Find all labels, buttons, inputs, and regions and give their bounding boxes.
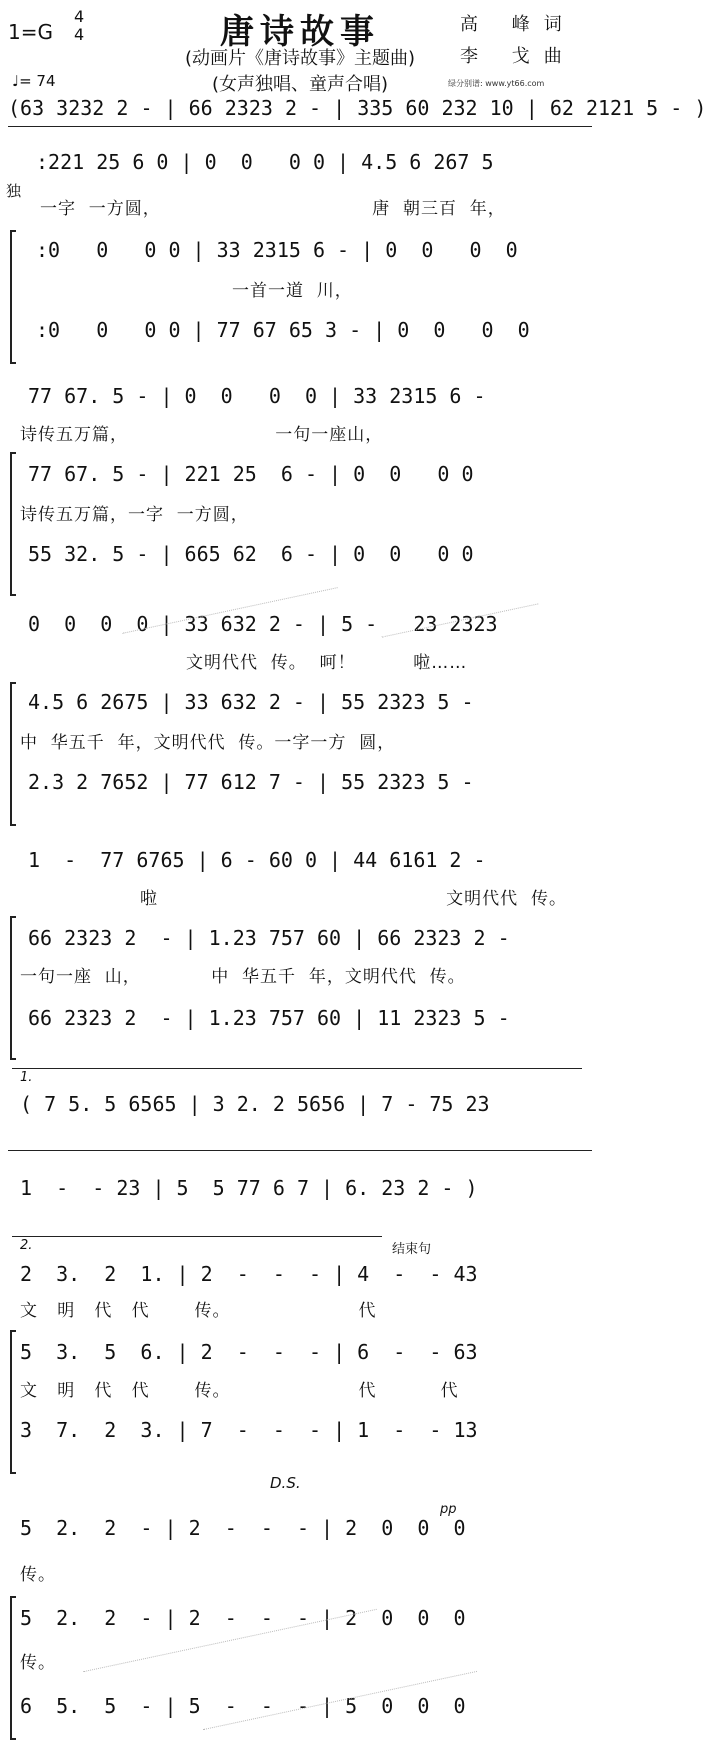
lyric-line: 诗传五万篇， 一句一座山，	[20, 425, 384, 445]
lyric-line: 一字 一方圆， 唐 朝三百 年，	[40, 199, 506, 219]
time-signature	[74, 8, 84, 44]
pp-marking: pp	[440, 1502, 457, 1517]
score-line: 66 2323 2 - | 1.23 757 60 | 66 2323 2 -	[28, 926, 510, 950]
volta-1-label: 1.	[20, 1070, 33, 1085]
score-line: 3 7. 2 3. | 7 - - - | 1 - - 13	[20, 1418, 478, 1442]
time-signature-bottom: 4	[74, 25, 85, 44]
lyric-line: 诗传五万篇，一字 一方圆，	[20, 505, 249, 525]
subtitle: (动画片《唐诗故事》主题曲)	[184, 48, 416, 69]
score-line: 66 2323 2 - | 1.23 757 60 | 11 2323 5 -	[28, 1006, 510, 1030]
tempo: ♩= 74	[12, 72, 56, 90]
score-line: 0 0 0 0 | 33 632 2 - | 5 - 23 2323	[28, 612, 498, 636]
time-signature-top: 4	[74, 7, 85, 26]
lyric-line: 一句一座 山， 中 华五千 年，文明代代 传。	[20, 967, 466, 987]
lyric-line: 一首一道 川，	[232, 281, 353, 301]
score-line: 5 2. 2 - | 2 - - - | 2 0 0 0	[20, 1516, 466, 1540]
lyric-line: 中 华五千 年，文明代代 传。一字一方 圆，	[20, 733, 396, 753]
divider	[8, 1150, 592, 1151]
brace	[10, 916, 16, 1060]
score-line: :0 0 0 0 | 33 2315 6 - | 0 0 0 0	[36, 238, 518, 262]
score-line: 2.3 2 7652 | 77 612 7 - | 55 2323 5 -	[28, 770, 474, 794]
volta-2-label: 2.	[20, 1238, 33, 1253]
brace	[10, 682, 16, 826]
brace	[10, 452, 16, 596]
volta-1-bracket	[12, 1068, 582, 1069]
subtitle-2: (女声独唱、童声合唱)	[211, 74, 389, 95]
lyric-line: 传。	[20, 1565, 56, 1585]
score-line: 2 3. 2 1. | 2 - - - | 4 - - 43	[20, 1262, 478, 1286]
score-line: :221 25 6 0 | 0 0 0 0 | 4.5 6 267 5	[36, 150, 494, 174]
score-line: 6 5. 5 - | 5 - - - | 5 0 0 0	[20, 1694, 466, 1718]
lyric-line: 传。	[20, 1653, 56, 1673]
brace	[10, 230, 16, 364]
ds-marking: D.S.	[270, 1474, 301, 1492]
brace	[10, 1596, 16, 1740]
score-line: :0 0 0 0 | 77 67 65 3 - | 0 0 0 0	[36, 318, 530, 342]
website: 绿分别谱: www.yt66.com	[448, 79, 545, 88]
score-line: 5 2. 2 - | 2 - - - | 2 0 0 0	[20, 1606, 466, 1630]
lyric-line: 文 明 代 代 传。 代	[20, 1301, 377, 1321]
coda-label: 结束句	[392, 1242, 432, 1257]
score-line: ( 7 5. 5 6565 | 3 2. 2 5656 | 7 - 75 23	[20, 1092, 490, 1116]
page-title: 唐诗故事	[220, 12, 380, 52]
key-signature: 1=G	[8, 20, 53, 44]
score-line: 1 - - 23 | 5 5 77 6 7 | 6. 23 2 - )	[20, 1176, 478, 1200]
volta-2-bracket	[12, 1236, 382, 1237]
score-line: 4.5 6 2675 | 33 632 2 - | 55 2323 5 -	[28, 690, 474, 714]
lyric-line: 啦 文明代代 传。	[140, 889, 567, 909]
solo-label: 独	[6, 182, 22, 200]
composer: 李 戈曲	[460, 46, 576, 67]
score-line: 1 - 77 6765 | 6 - 60 0 | 44 6161 2 -	[28, 848, 486, 872]
lyricist: 高 峰词	[460, 14, 576, 35]
score-line: 77 67. 5 - | 0 0 0 0 | 33 2315 6 -	[28, 384, 486, 408]
divider	[8, 126, 592, 127]
score-line-intro: (63 3232 2 - | 66 2323 2 - | 335 60 232 10 | 62 2121 5 - )	[8, 96, 706, 120]
score-line: 5 3. 5 6. | 2 - - - | 6 - - 63	[20, 1340, 478, 1364]
lyric-line: 文 明 代 代 传。 代 代	[20, 1381, 459, 1401]
brace	[10, 1330, 16, 1474]
score-line: 55 32. 5 - | 665 62 6 - | 0 0 0 0	[28, 542, 474, 566]
lyric-line: 文明代代 传。 呵！ 啦……	[186, 653, 468, 673]
score-line: 77 67. 5 - | 221 25 6 - | 0 0 0 0	[28, 462, 474, 486]
